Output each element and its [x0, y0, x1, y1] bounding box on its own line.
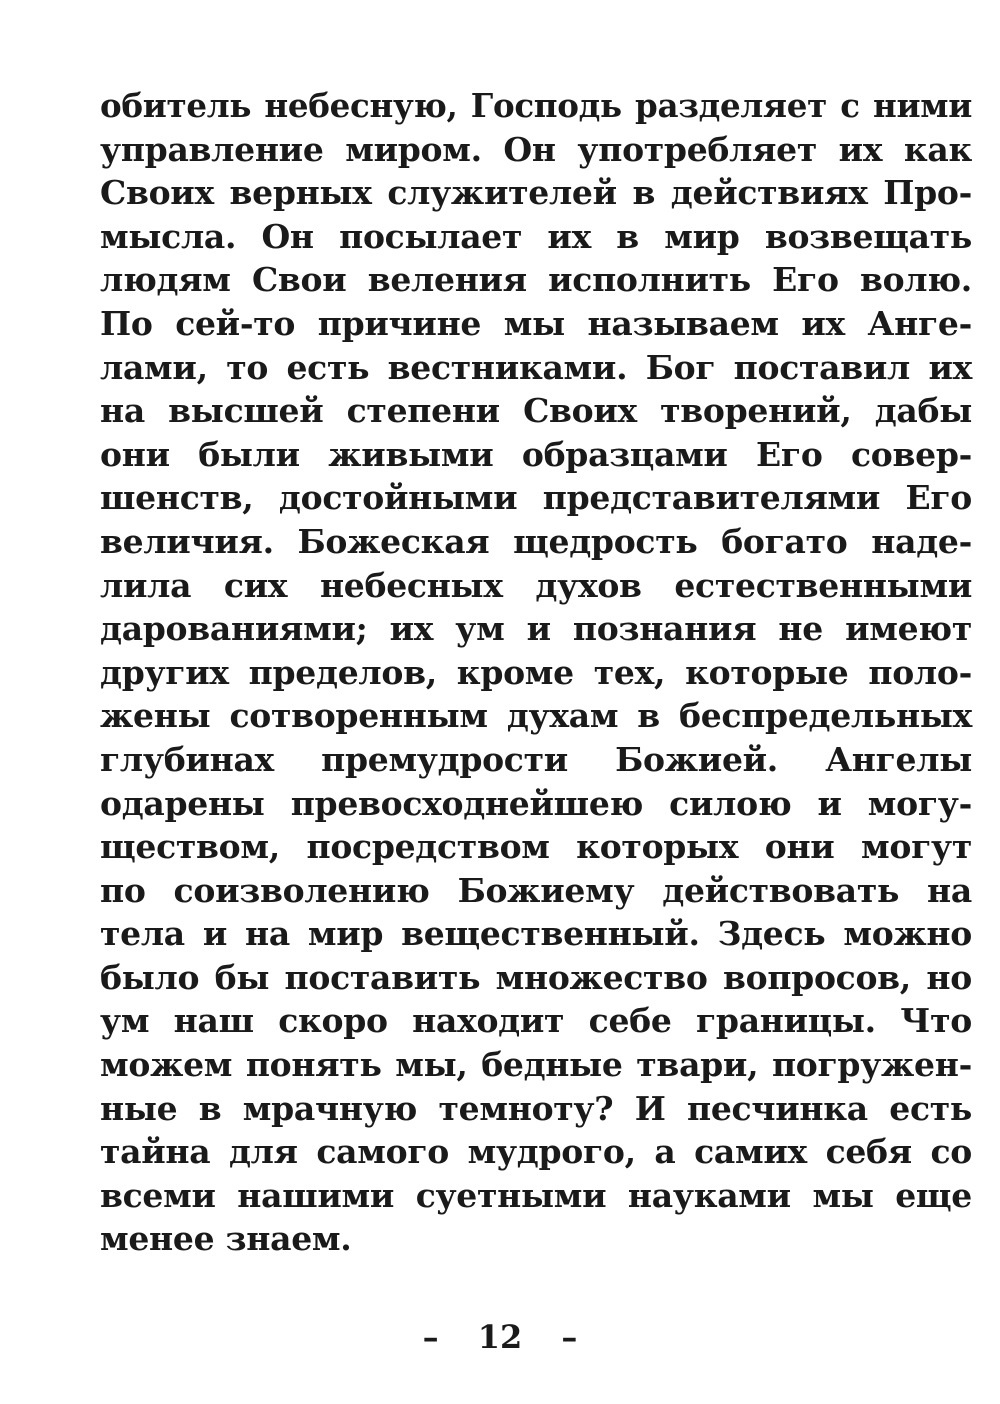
- dash-right: –: [561, 1318, 578, 1356]
- text-line: ум наш скоро находит себе границы. Что: [100, 1001, 972, 1041]
- text-line: других пределов, кроме тех, которые поло-: [100, 652, 972, 692]
- text-line: тела и на мир вещественный. Здесь можно: [100, 914, 972, 954]
- text-line: лами, то есть вестниками. Бог поставил их: [100, 347, 972, 387]
- text-line: мысла. Он посылает их в мир возвещать: [100, 216, 972, 256]
- text-line: людям Свои веления исполнить Его волю.: [100, 260, 972, 300]
- text-line: По сей-то причине мы называем их Анге-: [100, 303, 972, 343]
- text-line: Своих верных служителей в действиях Про-: [100, 173, 972, 213]
- text-line: жены сотворенным духам в беспредельных: [100, 696, 972, 736]
- text-line: было бы поставить множество вопросов, но: [100, 957, 972, 997]
- text-line: шенств, достойными представителями Его: [100, 478, 972, 518]
- text-line: на высшей степени Своих творений, дабы: [100, 391, 972, 431]
- text-line: лила сих небесных духов естественными: [100, 565, 972, 605]
- text-line: обитель небесную, Господь разделяет с ними: [100, 86, 972, 125]
- page-number-footer: [0, 1318, 1000, 1356]
- text-line: ные в мрачную темноту? И песчинка есть: [100, 1088, 972, 1128]
- text-line: можем понять мы, бедные твари, погружен-: [100, 1045, 972, 1085]
- text-line: одарены превосходнейшею силою и могу-: [100, 783, 972, 823]
- text-line: дарованиями; их ум и познания не имеют: [100, 609, 972, 649]
- text-line-last: менее знаем.: [100, 1219, 352, 1259]
- text-line: глубинах премудрости Божией. Ангелы: [100, 739, 972, 779]
- text-line: управление миром. Он употребляет их как: [100, 129, 972, 169]
- text-line: величия. Божеская щедрость богато наде-: [100, 521, 972, 561]
- text-line: всеми нашими суетными науками мы еще: [100, 1175, 972, 1215]
- dash-left: –: [422, 1318, 439, 1356]
- body-text: [100, 84, 972, 1261]
- page-number: 12: [477, 1318, 523, 1356]
- text-line: ществом, посредством которых они могут: [100, 827, 972, 867]
- text-line: тайна для самого мудрого, а самих себя со: [100, 1132, 972, 1172]
- text-line: они были живыми образцами Его совер-: [100, 434, 972, 474]
- text-line: по соизволению Божиему действовать на: [100, 870, 972, 910]
